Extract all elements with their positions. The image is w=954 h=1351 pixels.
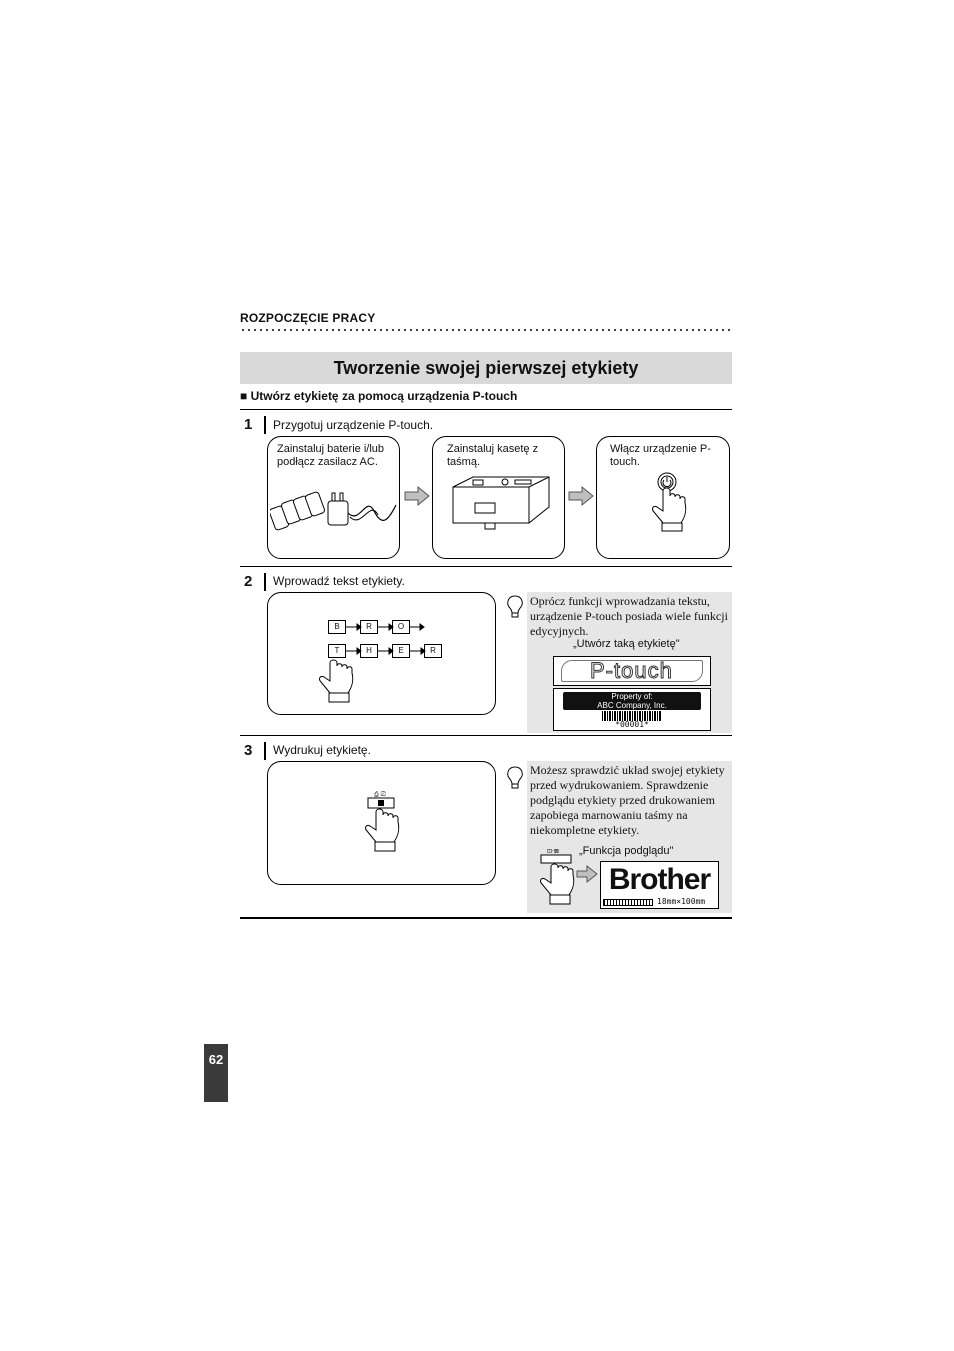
sample-label-text: P-touch [590, 658, 673, 683]
panel-print [267, 761, 496, 885]
hand-press-icon [318, 659, 358, 707]
panel-caption: Włącz urządzenie P-touch. [610, 443, 711, 468]
tip-text: Możesz sprawdzić układ swojej etykiety przed wydrukowaniem. Sprawdzenie podglądu etykiety przed drukowaniem zapobiega marnowaniu taśmy na niekompletne etykiety. [530, 763, 725, 837]
dotted-divider [240, 327, 732, 333]
power-button-hand-illustration [647, 471, 691, 537]
section-label: ROZPOCZĘCIE PRACY [240, 311, 376, 325]
page-title: Tworzenie swojej pierwszej etykiety [333, 358, 639, 378]
step-1-text: Przygotuj urządzenie P-touch. [273, 418, 434, 432]
panel-caption: Zainstaluj kasetę z taśmą. [447, 443, 539, 468]
sample-label-ptouch [553, 656, 711, 686]
tip-box-editing [527, 592, 732, 733]
step-3-text: Wydrukuj etykietę. [273, 743, 371, 757]
step-3-number: 3 [244, 742, 266, 760]
tip-box-preview [527, 761, 732, 913]
tape-cassette-illustration [445, 473, 557, 531]
key-t: T [328, 644, 346, 658]
preview-text: Brother [608, 863, 711, 896]
sample-label-barcode [553, 688, 711, 731]
barcode-text: *00001* [615, 720, 649, 729]
panel-batteries [267, 436, 400, 559]
key-sequence-arrows [268, 593, 494, 713]
key-b: B [328, 620, 346, 634]
battery-adapter-illustration [270, 485, 398, 533]
rule [240, 735, 732, 736]
svg-text:⎙ ⎚: ⎙ ⎚ [374, 791, 386, 798]
preview-dimensions: 18mm×100mm [657, 897, 706, 906]
print-key-hand-illustration [364, 790, 404, 854]
step-1-number: 1 [244, 416, 266, 434]
tip-caption: „Utwórz taką etykietę" [573, 638, 680, 650]
rule-bottom [240, 917, 732, 919]
subheading: ■ Utwórz etykietę za pomocą urządzenia P-touch [240, 389, 518, 403]
sample-label-line2: ABC Company, Inc. [597, 701, 667, 710]
lightbulb-icon [505, 765, 525, 791]
step-2-number: 2 [244, 573, 266, 591]
sample-label-banner [563, 692, 701, 710]
preview-screen [600, 861, 719, 909]
tip-text: Oprócz funkcji wprowadzania tekstu, urządzenie P-touch posiada wiele funkcji edycyjnych. [530, 594, 728, 638]
preview-key-hand-illustration [539, 845, 603, 911]
tip-caption: „Funkcja podglądu" [579, 845, 674, 857]
key-h: H [360, 644, 378, 658]
panel-keyboard-entry [267, 592, 496, 715]
key-e: E [392, 644, 410, 658]
sample-label-line1: Property of: [611, 692, 653, 701]
rule [240, 409, 732, 410]
lightbulb-icon [505, 594, 525, 620]
arrow-right-icon [568, 486, 594, 506]
key-o: O [392, 620, 410, 634]
arrow-right-icon [404, 486, 430, 506]
page-number-tab: 62 [204, 1044, 228, 1102]
title-bar [240, 352, 732, 384]
rule [240, 566, 732, 567]
panel-power-on [596, 436, 730, 559]
key-r: R [360, 620, 378, 634]
panel-caption: Zainstaluj baterie i/lub podłącz zasilacz AC. [277, 443, 385, 468]
key-r2: R [424, 644, 442, 658]
preview-tape-bar [603, 899, 653, 906]
svg-text:⊡·⊠: ⊡·⊠ [547, 848, 559, 855]
step-2-text: Wprowadź tekst etykiety. [273, 574, 405, 588]
panel-cassette [432, 436, 565, 559]
